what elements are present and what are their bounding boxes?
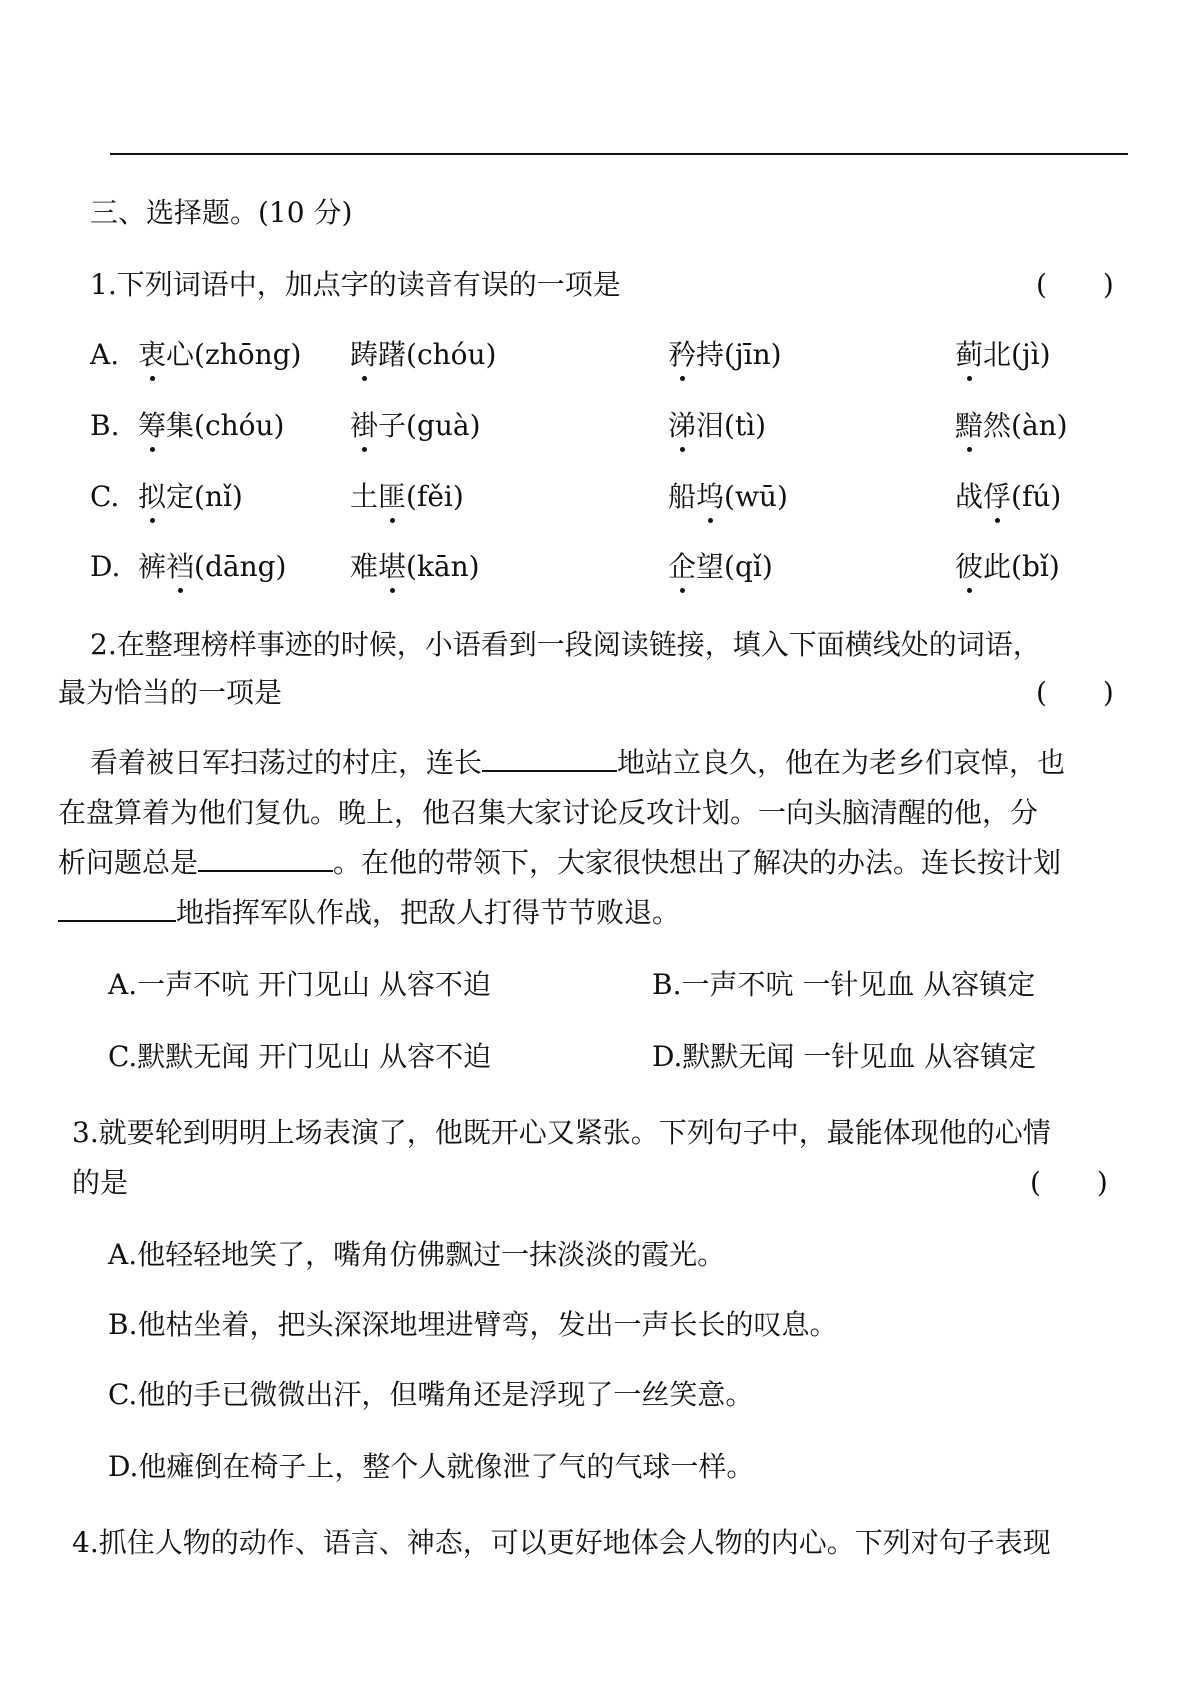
fill-blank-1[interactable]	[482, 769, 617, 772]
dotted-character: 堪	[378, 547, 406, 587]
header-rule	[110, 153, 1128, 155]
passage-text: 地指挥军队作战，把敌人打得节节败退。	[176, 896, 681, 929]
dotted-character: 衷	[138, 335, 166, 375]
word-pinyin: 子(guà)	[378, 409, 481, 442]
dotted-character: 坞	[696, 477, 724, 517]
q3-answer-bracket: ( )	[1030, 1166, 1108, 1199]
q1-word	[668, 406, 766, 446]
q2-passage-line2: 在盘算着为他们复仇。晚上，他召集大家讨论反攻计划。一向头脑清醒的他，分	[58, 796, 1039, 829]
dotted-character: 黯	[955, 406, 983, 446]
word-pinyin: 然(àn)	[983, 409, 1068, 442]
word-prefix: 战	[955, 480, 984, 513]
dotted-character: 涕	[668, 406, 696, 446]
q2-stem-line2: 最为恰当的一项是	[58, 676, 283, 709]
word-pinyin: (kān)	[406, 550, 480, 583]
q1-word	[350, 406, 481, 446]
q2-option-c[interactable]: C.默默无闻 开门见山 从容不迫	[108, 1040, 492, 1073]
word-pinyin: 心(zhōng)	[166, 338, 302, 371]
fill-blank-2[interactable]	[198, 869, 333, 872]
dotted-character: 拟	[138, 477, 166, 517]
word-prefix: 裤	[138, 550, 167, 583]
dotted-character: 褂	[350, 406, 378, 446]
q1-word	[955, 547, 1060, 587]
dotted-character: 彼	[955, 547, 983, 587]
passage-text: 。在他的带领下，大家很快想出了解决的办法。连长按计划	[333, 846, 1062, 879]
q4-stem-line1: 4.抓住人物的动作、语言、神态，可以更好地体会人物的内心。下列对句子表现	[72, 1526, 1051, 1559]
q1-word	[138, 477, 243, 517]
dotted-character: 踌	[350, 335, 378, 375]
dotted-character: 筹	[138, 406, 166, 446]
word-pinyin: 持(jīn)	[696, 338, 782, 371]
q2-answer-bracket: ( )	[1036, 676, 1114, 709]
q1-word	[668, 477, 788, 517]
q1-stem: 1.下列词语中，加点字的读音有误的一项是	[90, 268, 621, 301]
q2-option-a[interactable]: A.一声不吭 开门见山 从容不迫	[108, 968, 491, 1001]
word-pinyin: (fěi)	[406, 480, 464, 513]
q1-word	[350, 477, 464, 517]
word-pinyin: 集(chóu)	[166, 409, 285, 442]
dotted-character: 匪	[378, 477, 406, 517]
q1-word	[138, 335, 301, 375]
q1-option-label[interactable]: A.	[90, 338, 120, 371]
q1-option-label[interactable]: D.	[90, 550, 121, 583]
q1-option-label[interactable]: B.	[90, 409, 120, 442]
q2-passage-line1	[90, 743, 1065, 783]
q1-word	[955, 335, 1051, 375]
fill-blank-3[interactable]	[58, 919, 176, 922]
dotted-character: 企	[668, 547, 696, 587]
q3-stem-line1: 3.就要轮到明明上场表演了，他既开心又紧张。下列句子中，最能体现他的心情	[72, 1116, 1051, 1149]
word-pinyin: 望(qǐ)	[696, 550, 773, 583]
section-title: 三、选择题。(10 分)	[90, 196, 353, 229]
q1-option-label[interactable]: C.	[90, 480, 120, 513]
q3-option-b[interactable]: B.他枯坐着，把头深深地埋进臂弯，发出一声长长的叹息。	[108, 1308, 838, 1341]
dotted-character: 俘	[983, 477, 1011, 517]
q3-stem-line2: 的是	[72, 1166, 129, 1199]
q2-option-b[interactable]: B.一声不吭 一针见血 从容镇定	[652, 968, 1036, 1001]
q1-word	[138, 406, 284, 446]
q1-word	[955, 406, 1068, 446]
q2-stem-line1: 2.在整理榜样事迹的时候，小语看到一段阅读链接，填入下面横线处的词语，	[90, 628, 1041, 661]
word-pinyin: 定(nǐ)	[166, 480, 243, 513]
dotted-character: 矜	[668, 335, 696, 375]
q1-word	[350, 547, 480, 587]
q1-word	[668, 547, 773, 587]
passage-text: 看着被日军扫荡过的村庄，连长	[90, 746, 483, 779]
passage-text: 地站立良久，他在为老乡们哀悼，也	[617, 746, 1066, 779]
word-pinyin: 泪(tì)	[696, 409, 767, 442]
q1-word	[350, 335, 496, 375]
q2-option-d[interactable]: D.默默无闻 一针见血 从容镇定	[652, 1040, 1037, 1073]
q2-passage-line3	[58, 843, 1061, 883]
word-pinyin: (fú)	[1011, 480, 1062, 513]
q1-word	[668, 335, 782, 375]
passage-text: 析问题总是	[58, 846, 199, 879]
word-prefix: 土	[350, 480, 379, 513]
word-prefix: 船	[668, 480, 697, 513]
q1-word	[138, 547, 286, 587]
word-prefix: 难	[350, 550, 379, 583]
q1-word	[955, 477, 1061, 517]
word-pinyin: 此(bǐ)	[983, 550, 1060, 583]
q1-answer-bracket: ( )	[1036, 268, 1114, 301]
q2-passage-line4	[58, 893, 680, 933]
dotted-character: 蓟	[955, 335, 983, 375]
q3-option-d[interactable]: D.他瘫倒在椅子上，整个人就像泄了气的气球一样。	[108, 1450, 755, 1483]
q3-option-c[interactable]: C.他的手已微微出汗，但嘴角还是浮现了一丝笑意。	[108, 1378, 754, 1411]
dotted-character: 裆	[166, 547, 194, 587]
q3-option-a[interactable]: A.他轻轻地笑了，嘴角仿佛飘过一抹淡淡的霞光。	[108, 1238, 726, 1271]
word-pinyin: (wū)	[724, 480, 788, 513]
word-pinyin: 北(jì)	[983, 338, 1051, 371]
word-pinyin: 躇(chóu)	[378, 338, 497, 371]
word-pinyin: (dāng)	[194, 550, 287, 583]
